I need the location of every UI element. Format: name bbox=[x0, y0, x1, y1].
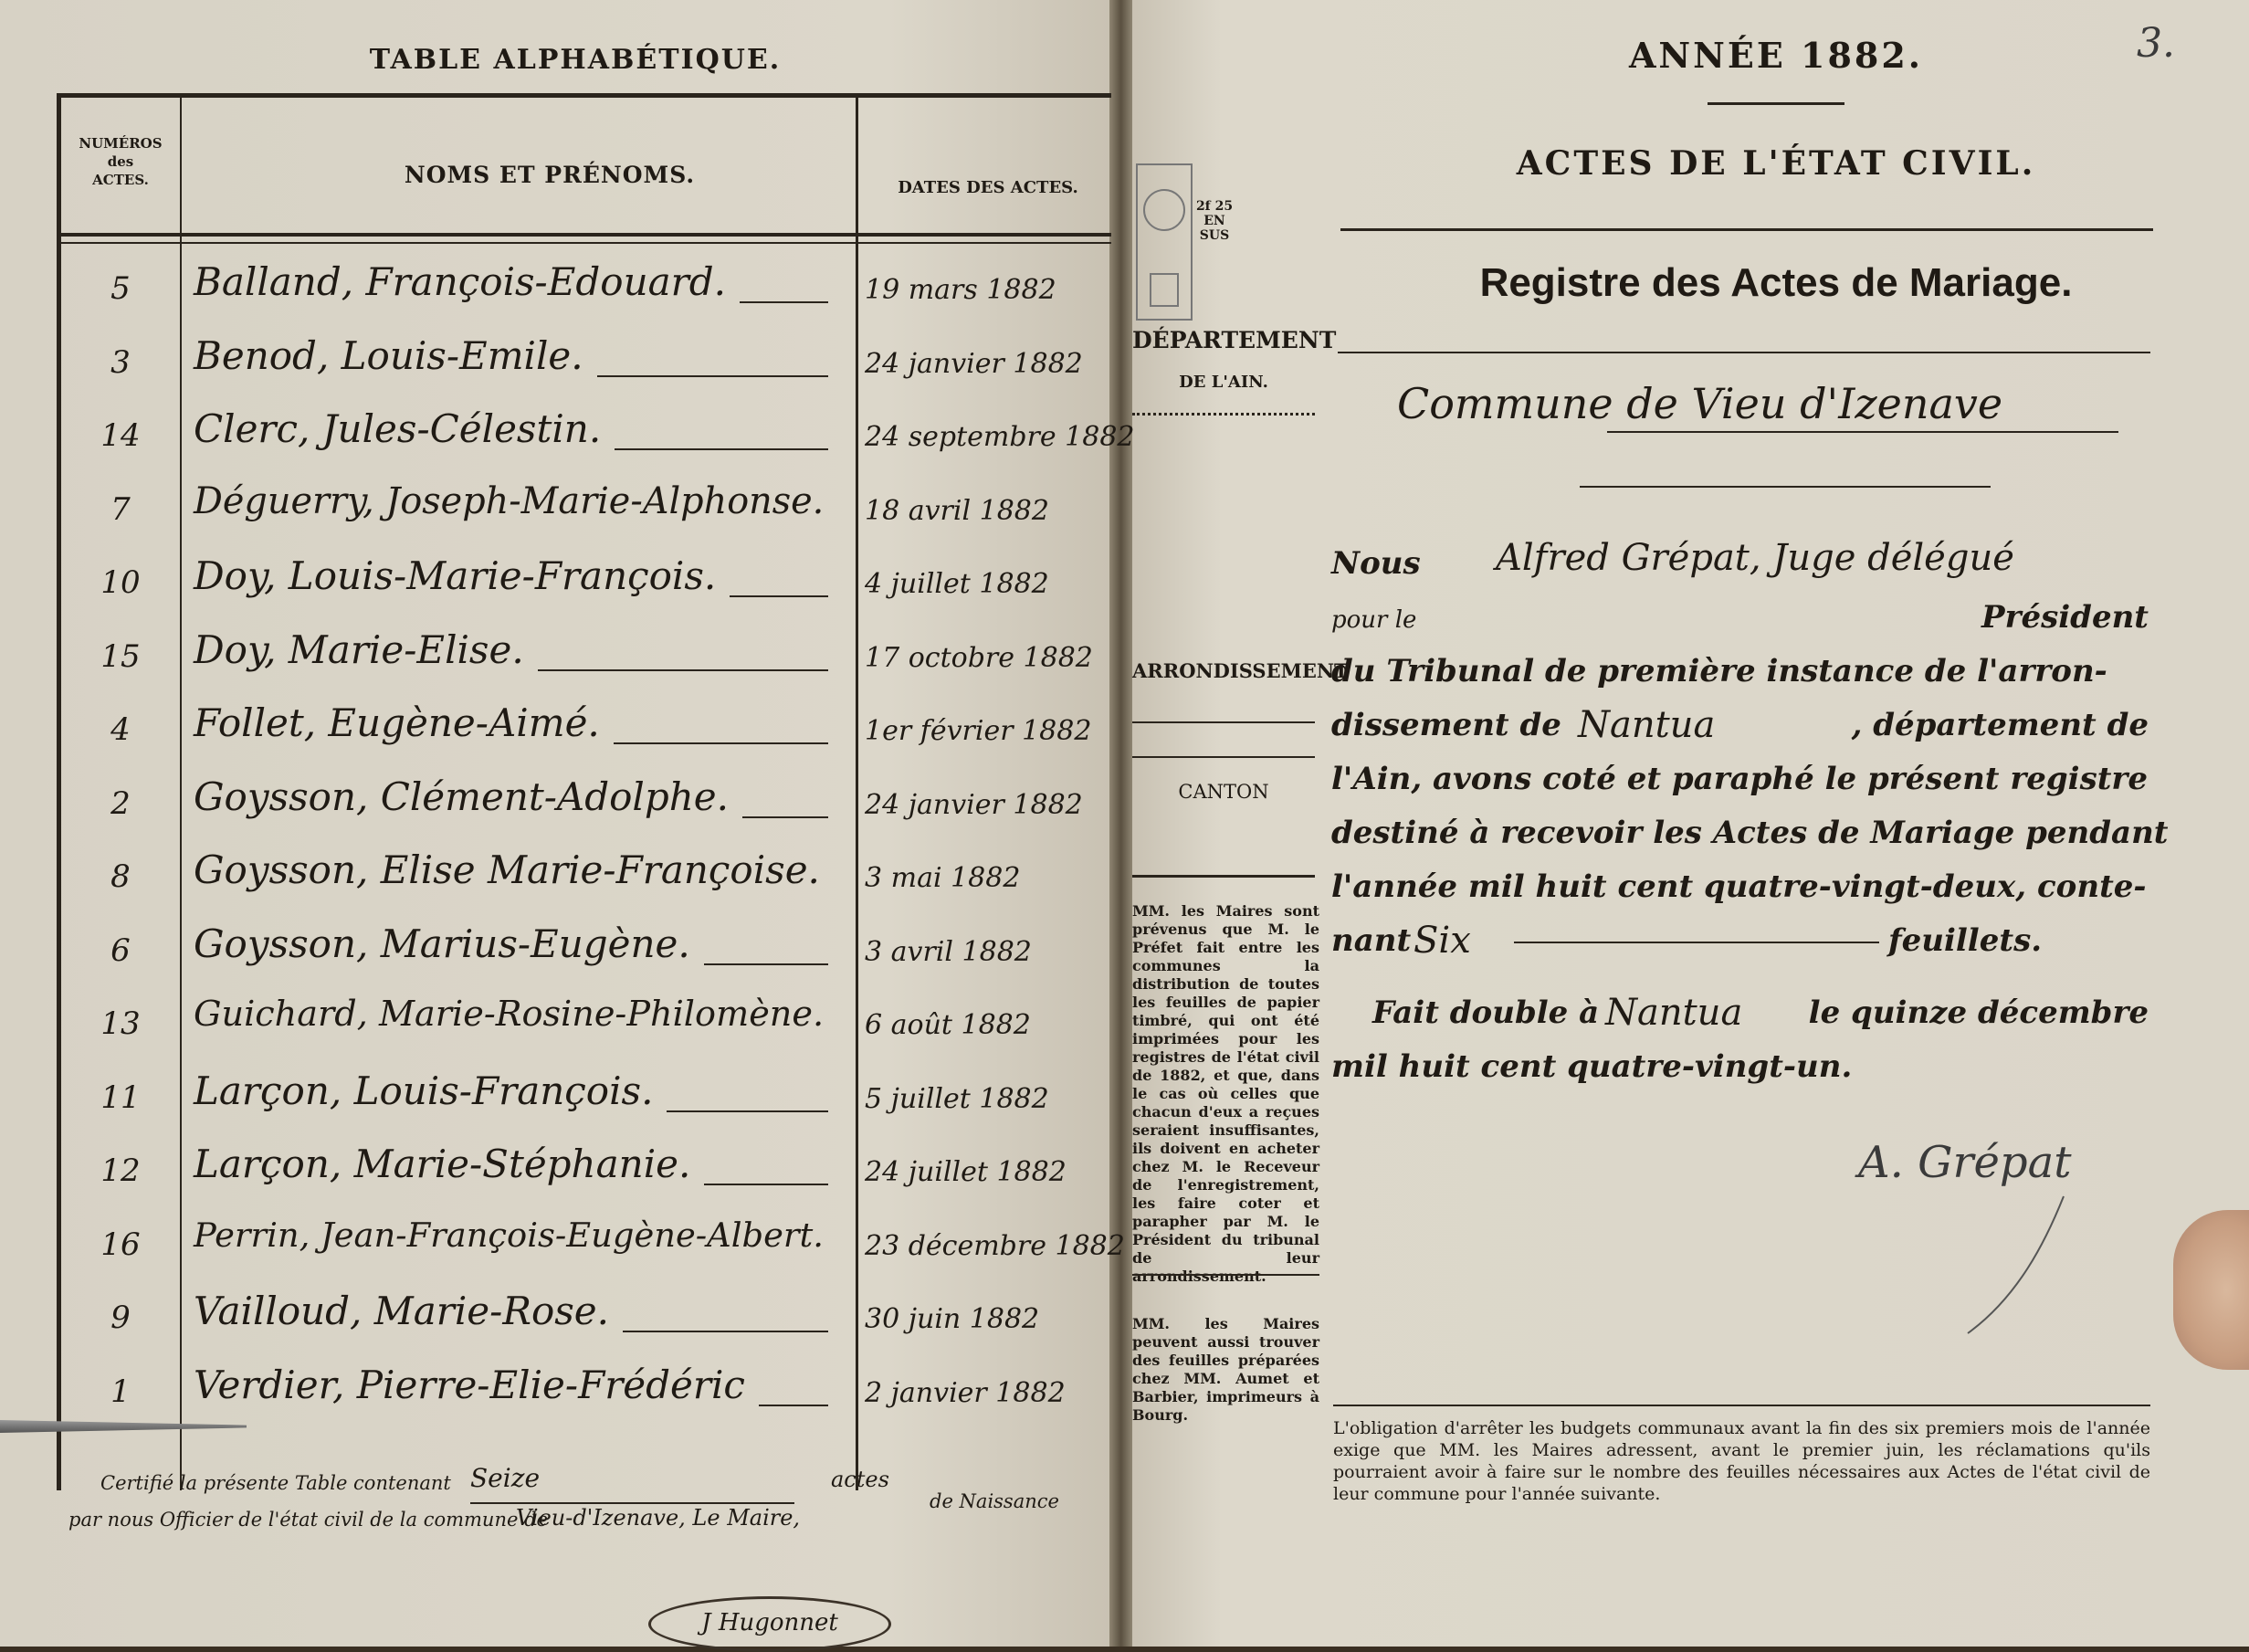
thumb bbox=[2173, 1210, 2249, 1370]
commune-line: Commune de Vieu d'Izenave bbox=[1397, 379, 2003, 428]
entry-number: 16 bbox=[100, 1226, 141, 1263]
entry-dash bbox=[667, 1110, 828, 1112]
entry-date: 3 avril 1882 bbox=[865, 935, 1032, 968]
entry-date: 19 mars 1882 bbox=[865, 274, 1056, 306]
entry-dash bbox=[623, 1331, 828, 1332]
entry-dash bbox=[740, 301, 828, 303]
footnote-rule bbox=[1333, 1405, 2150, 1406]
feuillets-count: Six bbox=[1414, 920, 1471, 962]
entry-date: 4 juillet 1882 bbox=[865, 568, 1049, 600]
body-line: mil huit cent quatre-vingt-un. bbox=[1331, 1048, 1853, 1085]
fait-double: Fait double à bbox=[1372, 994, 1600, 1031]
short-rule bbox=[1580, 486, 1991, 488]
fait-lieu: Nantua bbox=[1605, 992, 1743, 1034]
entry-date: 18 avril 1882 bbox=[865, 494, 1049, 527]
header-numeros-line: des bbox=[107, 153, 134, 170]
entry-name: Guichard, Marie-Rosine-Philomène. bbox=[194, 994, 825, 1035]
entry-number: 8 bbox=[110, 858, 131, 895]
table-row bbox=[57, 1212, 1125, 1285]
signature-flourish-icon bbox=[1963, 1187, 2073, 1342]
body-line bbox=[1331, 537, 2149, 591]
stub-rule bbox=[1132, 721, 1315, 723]
entry-date: 1er février 1882 bbox=[865, 715, 1092, 747]
table-row bbox=[57, 403, 1135, 476]
entry-date: 24 juillet 1882 bbox=[865, 1156, 1067, 1188]
cert-line-2: par nous Officier de l'état civil de la commune de bbox=[68, 1509, 548, 1531]
table-row bbox=[57, 697, 1107, 770]
departement-text: , département de bbox=[1851, 707, 2149, 743]
stub-canton: CANTON bbox=[1178, 781, 1269, 803]
header-rule bbox=[61, 242, 1111, 244]
entry-number: 14 bbox=[100, 417, 141, 454]
entry-name: Larçon, Louis-François. bbox=[194, 1068, 654, 1113]
tax-stamp bbox=[1132, 155, 1205, 338]
table-row bbox=[57, 918, 1107, 991]
judge-signature: A. Grépat bbox=[1858, 1137, 2072, 1188]
stub-departement: DÉPARTEMENT bbox=[1132, 327, 1337, 353]
entry-date: 24 janvier 1882 bbox=[865, 347, 1083, 380]
body-line bbox=[1331, 986, 2149, 1040]
entry-name: Goysson, Marius-Eugène. bbox=[194, 921, 690, 966]
stub-rule bbox=[1132, 1274, 1319, 1276]
entry-date: 3 mai 1882 bbox=[865, 862, 1021, 894]
entry-dash bbox=[704, 1184, 828, 1185]
body-line bbox=[1331, 914, 2149, 968]
feuillets-underline bbox=[1514, 942, 1879, 943]
entry-date: 24 septembre 1882 bbox=[865, 421, 1135, 453]
table-row bbox=[57, 477, 1107, 550]
stub-rule bbox=[1132, 413, 1315, 416]
entry-number: 5 bbox=[110, 270, 131, 307]
header-numeros-line: ACTES. bbox=[92, 172, 149, 188]
entry-number: 13 bbox=[100, 1005, 141, 1042]
stamp-text: 2f 25 EN SUS bbox=[1195, 199, 1234, 243]
cert-actes: actes bbox=[831, 1467, 889, 1492]
entry-number: 9 bbox=[110, 1300, 131, 1336]
body-line bbox=[1331, 699, 2149, 752]
entry-number: 7 bbox=[110, 490, 131, 528]
entry-dash bbox=[597, 375, 828, 377]
feuillets-word: feuillets. bbox=[1888, 922, 2043, 959]
pour-le: pour le bbox=[1331, 606, 1417, 634]
entry-name: Larçon, Marie-Stéphanie. bbox=[194, 1142, 691, 1186]
commune-underline bbox=[1607, 431, 2118, 433]
book-gutter bbox=[1109, 0, 1132, 1647]
stub-de-l-ain: DE L'AIN. bbox=[1179, 373, 1268, 392]
entry-number: 6 bbox=[110, 931, 131, 969]
entry-date: 2 janvier 1882 bbox=[865, 1376, 1066, 1409]
entry-date: 24 janvier 1882 bbox=[865, 788, 1083, 821]
table-row bbox=[57, 771, 1107, 844]
column-header-numeros bbox=[61, 134, 180, 189]
header-rule bbox=[61, 233, 1111, 237]
entry-dash bbox=[704, 963, 828, 965]
cert-underline bbox=[470, 1502, 794, 1504]
table-row bbox=[57, 1285, 1107, 1358]
entry-number: 15 bbox=[100, 637, 141, 675]
entry-date: 30 juin 1882 bbox=[865, 1303, 1040, 1335]
registre-heading: Registre des Actes de Mariage. bbox=[1479, 260, 2073, 305]
table-row bbox=[57, 1065, 1107, 1138]
table-row bbox=[57, 991, 1107, 1064]
juge-name: Alfred Grépat, Juge délégué bbox=[1496, 537, 2014, 579]
body-line bbox=[1331, 591, 2149, 645]
entry-name: Goysson, Elise Marie-Françoise. bbox=[194, 847, 820, 892]
entry-number: 1 bbox=[110, 1373, 131, 1410]
arrondissement-name: Nantua bbox=[1578, 704, 1716, 746]
stub-note-2: MM. les Maires peuvent aussi trouver des feuilles préparées chez MM. Aumet et Barbier, imprimeurs à Bourg. bbox=[1132, 1315, 1319, 1424]
entry-number: 11 bbox=[100, 1079, 141, 1116]
entry-name: Benod, Louis-Emile. bbox=[194, 332, 583, 378]
entry-number: 10 bbox=[100, 564, 141, 601]
entry-dash bbox=[742, 816, 828, 818]
attestation-body bbox=[1331, 537, 2169, 1094]
entry-date: 6 août 1882 bbox=[865, 1009, 1031, 1041]
header-numeros-line: NUMÉROS bbox=[79, 135, 163, 152]
entry-dash bbox=[615, 448, 828, 450]
entry-name: Verdier, Pierre-Elie-Frédéric bbox=[194, 1362, 745, 1407]
mayor-signature-seal: J Hugonnet bbox=[648, 1596, 891, 1652]
body-line: l'année mil huit cent quatre-vingt-deux, conte- bbox=[1331, 868, 2147, 905]
column-header-noms: NOMS ET PRÉNOMS. bbox=[404, 162, 696, 188]
entry-name: Perrin, Jean-François-Eugène-Albert. bbox=[194, 1215, 824, 1255]
cert-line-1 bbox=[100, 1472, 451, 1494]
stub-rule bbox=[1132, 756, 1315, 758]
year-heading: ANNÉE 1882. bbox=[1628, 35, 1924, 76]
nant-text: nant bbox=[1331, 922, 1412, 959]
entry-name: Doy, Louis-Marie-François. bbox=[194, 553, 717, 598]
nous-word: Nous bbox=[1331, 545, 1421, 582]
footnote: L'obligation d'arrêter les budgets communaux avant la fin des six premiers mois de l'année exige que MM. les Maires adressent, avant le premier juin, les réclamations qu'ils pourraient avoir à faire sur le nombre des feuilles nécessaires aux Actes de l'état civil de leur commune pour l'année suivante. bbox=[1333, 1418, 2150, 1504]
table-row bbox=[57, 550, 1107, 623]
fait-date: le quinze décembre bbox=[1808, 994, 2149, 1031]
column-header-dates: DATES DES ACTES. bbox=[898, 178, 1078, 197]
actes-heading: ACTES DE L'ÉTAT CIVIL. bbox=[1516, 144, 2036, 183]
entry-dash bbox=[730, 595, 828, 597]
entry-dash bbox=[759, 1405, 828, 1406]
entry-name: Balland, François-Edouard. bbox=[194, 259, 726, 304]
cert-count: Seize bbox=[470, 1463, 541, 1493]
body-line: l'Ain, avons coté et paraphé le présent registre bbox=[1331, 761, 2148, 797]
entry-date: 17 octobre 1882 bbox=[865, 641, 1093, 674]
heading-rule bbox=[1338, 352, 2150, 353]
entry-name: Doy, Marie-Elise. bbox=[194, 626, 524, 672]
table-row bbox=[57, 1359, 1107, 1432]
entry-name: Goysson, Clément-Adolphe. bbox=[194, 773, 730, 819]
table-row bbox=[57, 1138, 1107, 1211]
entry-number: 4 bbox=[110, 711, 131, 748]
cert-type: de Naissance bbox=[930, 1490, 1059, 1512]
ornament-rule bbox=[1708, 102, 1844, 105]
entry-date: 23 décembre 1882 bbox=[865, 1229, 1125, 1262]
heading-rule bbox=[1340, 228, 2153, 231]
table-row bbox=[57, 624, 1107, 697]
body-line: destiné à recevoir les Actes de Mariage pendant bbox=[1331, 815, 2169, 851]
table-row bbox=[57, 330, 1107, 403]
entry-number: 3 bbox=[110, 343, 131, 381]
stub-rule bbox=[1132, 875, 1315, 878]
president-word: Président bbox=[1981, 599, 2149, 636]
entry-dash bbox=[614, 742, 828, 744]
table-row bbox=[57, 256, 1107, 329]
body-line: du Tribunal de première instance de l'arron- bbox=[1331, 653, 2107, 689]
table-title: TABLE ALPHABÉTIQUE. bbox=[369, 44, 782, 76]
stub-arrondissement: ARRONDISSEMENT bbox=[1132, 659, 1349, 682]
entry-name: Follet, Eugène-Aimé. bbox=[194, 700, 600, 745]
table-row bbox=[57, 844, 1107, 917]
stamp-icon bbox=[1132, 155, 1205, 338]
cert-text: Certifié la présente Table contenant bbox=[100, 1472, 451, 1494]
page-number: 3. bbox=[2137, 20, 2175, 67]
entry-number: 2 bbox=[110, 784, 131, 822]
entry-name: Déguerry, Joseph-Marie-Alphonse. bbox=[194, 479, 825, 522]
entry-dash bbox=[538, 669, 828, 671]
entry-number: 12 bbox=[100, 1152, 141, 1189]
cert-commune: Vieu-d'Izenave, Le Maire, bbox=[516, 1505, 801, 1531]
entry-date: 5 juillet 1882 bbox=[865, 1082, 1049, 1115]
stub-note-1: MM. les Maires sont prévenus que M. le Préfet fait entre les communes la distribution de toutes les feuilles de papier timbré, qui ont été imprimées pour les registres de l'état civil de 1882, et que, dans le cas où celles que chacun d'eux a reçues seraient insuffisantes, ils doivent en acheter chez M. le Receveur de l'enregistrement, les faire coter et parapher par M. le Président du tribunal de leur arrondissement. bbox=[1132, 902, 1319, 1285]
entry-name: Vailloud, Marie-Rose. bbox=[194, 1289, 610, 1333]
entry-name: Clerc, Jules-Célestin. bbox=[194, 406, 602, 451]
dissement-text: dissement de bbox=[1331, 707, 1561, 743]
